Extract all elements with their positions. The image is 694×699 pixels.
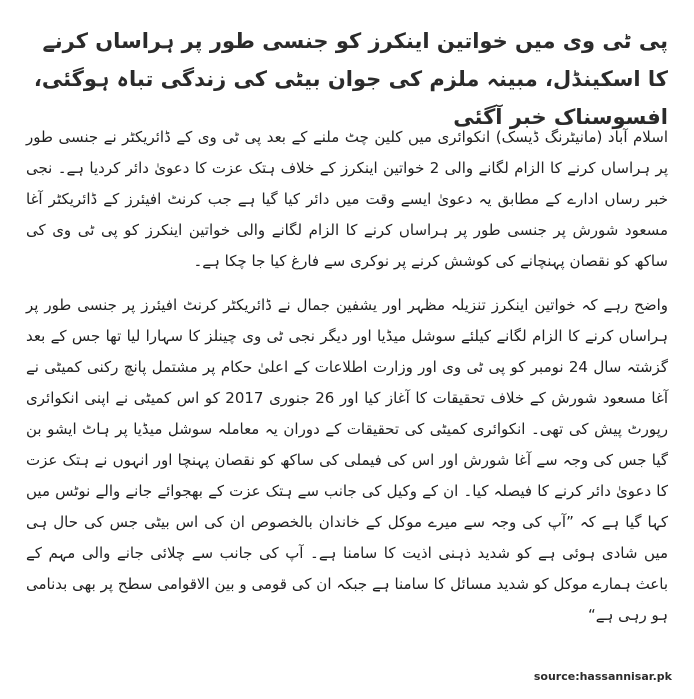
article-paragraph-2: واضح رہے کہ خواتین اینکرز تنزیلہ مظہر اور یشفین جمال نے ڈائریکٹر کرنٹ افیئرز پر جنسی طور پر ہراساں کرنے کا الزام لگانے کیلئے سوشل میڈیا اور دیگر نجی ٹی وی چینلز کا سہارا لیا تھا جس کے بعد گزشتہ سال 24 نومبر کو پی ٹی وی اور وزارت اطلاعات کے اعلیٰ حکام پر مشتمل پانچ رکنی کمیٹی نے آغا مسعود شورش کے خلاف تحقیقات کا آغاز کیا اور 26 جنوری 2017 کو اس کمیٹی نے اپنی انکوائری رپورٹ پیش کی تھی۔ انکوائری کمیٹی کی تحقیقات کے دوران یہ معاملہ سوشل میڈیا پر ہاٹ ایشو بن گیا جس کی وجہ سے آغا شورش اور اس کی فیملی کی ساکھ کو نقصان پہنچا اور انہوں نے ہتک عزت کا دعویٰ دائر کرنے کا فیصلہ کیا۔ ان کے وکیل کی جانب سے ہتک عزت کے بھجوائے جانے والے نوٹس میں کہا گیا ہے کہ ”آپ کی وجہ سے میرے موکل کے خاندان بالخصوص ان کی اس بیٹی جس کی حال ہی میں شادی ہوئی ہے کو شدید ذہنی اذیت کا سامنا ہے۔ آپ کی جانب سے چلائی جانے والی مہم کے باعث ہمارے موکل کو شدید مسائل کا سامنا ہے جبکہ ان کی قومی و بین الاقوامی سطح پر بھی بدنامی ہو رہی ہے“ xyxy=(26,296,669,624)
source-credit: source:hassannisar.pk xyxy=(533,670,672,683)
article-headline: پی ٹی وی میں خواتین اینکرز کو جنسی طور پر ہراساں کرنے کا اسکینڈل، مبینہ ملزم کی جوان بیٹی کی زندگی تباہ ہوگئی، افسوسناک خبر آگئی xyxy=(33,29,668,129)
article-paragraph-1: اسلام آباد (مانیٹرنگ ڈیسک) انکوائری میں کلین چٹ ملنے کے بعد پی ٹی وی کے ڈائریکٹر نے جنسی طور پر ہراساں کرنے کا الزام لگانے والی 2 خواتین اینکرز کے خلاف ہتک عزت کا دعویٰ دائر کردیا ہے۔ نجی خبر رساں ادارے کے مطابق یہ دعویٰ ایسے وقت میں دائر کیا گیا ہے جب کرنٹ افیئرز کے ڈائریکٹر آغا مسعود شورش پر جنسی طور پر ہراساں کرنے کا الزام لگانے والی خواتین اینکرز کو پی ٹی وی کی ساکھ کو نقصان پہنچانے کی کوشش کرنے پر نوکری سے فارغ کیا جا چکا ہے۔ xyxy=(26,128,669,270)
article-body xyxy=(26,122,668,632)
